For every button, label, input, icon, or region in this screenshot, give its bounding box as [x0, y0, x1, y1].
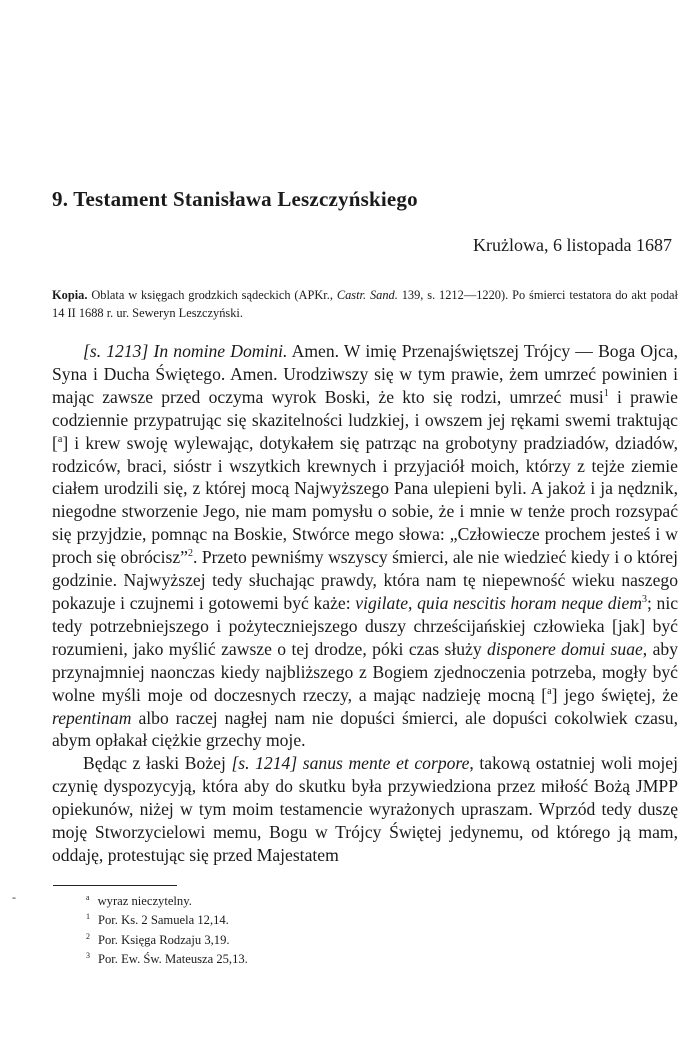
paragraph-1-text-h: albo raczej nagłej nam nie dopuści śmierci, ale dopuści cokolwiek czasu, abym opłakał ciężkie grzechy moje. — [52, 707, 678, 751]
page-ref-1213: [s. 1213] — [83, 341, 149, 361]
footnote-1 — [86, 911, 248, 930]
footnote-text: wyraz nieczytelny. — [97, 894, 192, 908]
paragraph-1-text-b: i prawie codziennie przypatrując się skazitelności ludzkiej, i owszem jej rękami swemi traktując [ — [52, 386, 678, 453]
source-text-1: Oblata w księgach grodzkich sądeckich (APKr., — [87, 288, 337, 302]
testament-text — [52, 340, 678, 867]
paragraph-1-text-d: . Przeto pewniśmy wszyscy śmierci, ale nie wiedzieć kiedy i o której godzinie. Najwyższej tedy słuchając prawdy, która nam tę niepewność wieku naszego pokazuje i czujnemi i gotowemi być każe: — [52, 547, 678, 613]
footnote-mark: 1 — [86, 912, 90, 922]
footnote-ref-1: 1 — [603, 387, 609, 399]
repentinam-word: repentinam — [52, 707, 132, 728]
sanus-phrase: sanus mente et corpore — [302, 753, 470, 774]
paragraph-2-text-b: , takową ostatniej woli mojej czynię dyspozycyją, która aby do skutku była przywiedziona przez miłość Bożą JMPP opiekunów, niżej w tym moim testamencie wyrażonych upraszam. Wprzód tedy duszę moję Stworzycielowi memu, Bogu w Trójcy Świętej jedynemu, od którego ją mam, oddaję, protestując się przed Majestatem — [52, 753, 678, 865]
disponere-phrase: disponere domui suae — [487, 638, 643, 659]
footnote-text: Por. Ew. Św. Mateusza 25,13. — [98, 951, 248, 966]
footnotes — [86, 892, 248, 969]
paragraph-2-text-a: Będąc z łaski Bożej — [83, 753, 232, 774]
source-note — [52, 286, 678, 322]
source-label: Kopia. — [52, 288, 88, 302]
footnote-text: Por. Księga Rodzaju 3,19. — [98, 932, 230, 947]
footnote-2 — [86, 931, 248, 950]
dateline: Krużlowa, 6 listopada 1687 — [473, 235, 672, 255]
footnote-mark: 3 — [86, 950, 90, 960]
page-ref-1214: [s. 1214] — [231, 753, 298, 774]
invocation: In nomine Domini. — [153, 341, 288, 361]
footnote-a — [86, 892, 248, 911]
archive-name: Castr. Sand. — [336, 288, 398, 302]
footnote-divider — [53, 885, 177, 886]
footnote-mark: 2 — [86, 931, 90, 941]
footnote-ref-a-2: a — [547, 685, 552, 697]
footnote-ref-2: 2 — [187, 548, 193, 560]
footnote-text: Por. Ks. 2 Samuela 12,14. — [98, 913, 229, 928]
vigilate-quote: vigilate, quia nescitis horam neque diem — [355, 592, 642, 613]
paragraph-1-text-c: ] i krew swoję wylewając, dotykałem się patrząc na grobotyny pradziadów, dziadów, rodziców, braci, sióstr i wszytkich krewnych i przyjaciół moich, którzy z tejże ziemie ciałem urodzili się, z której mocą Najwyższego Pana ulepieni byli. A jakoż i ja nędznik, niegodne stworzenie Jego, nie mam pomysłu o sobie, że i mnie w tenże proch rozsypać się przyjdzie, pomnąc na Boskie, Stwórce mego słowa: „Człowiecze prochem jesteś i w proch się obrócisz” — [52, 432, 678, 568]
paragraph-1 — [52, 340, 678, 752]
margin-mark: - — [12, 890, 16, 904]
footnote-mark: a — [86, 893, 90, 902]
paragraph-1-text-f: , aby przynajmniej naonczas kiedy najbliższego z Bogiem zjednoczenia potrzeba, mogły być wolne myśli moje od doczesnych rzeczy, a mając nadzieję mocną [ — [52, 638, 678, 705]
paragraph-1-text-a: Amen. W imię Przenajświętszej Trójcy — Boga Ojca, Syna i Ducha Świętego. Amen. Urodziwszy się w tym prawie, żem umrzeć powinien i mając zawsze przed oczyma wyrok Boski, że kto się rodzi, umrzeć musi — [52, 341, 678, 407]
source-text-2: 139, s. 1212—1220). Po śmierci testatora do akt podał 14 II 1688 r. ur. Seweryn Leszczyński. — [52, 288, 678, 320]
paragraph-1-text-e: ; nic tedy potrzebniejszego i pożyteczniejszego duszy chrześcijańskiej człowieka [jak] być rozumieni, jako myślić zawsze o tej drodze, póki czas służy — [52, 592, 679, 659]
document-title: 9. Testament Stanisława Leszczyńskiego — [52, 187, 418, 211]
footnote-ref-a: a — [57, 433, 63, 445]
paragraph-1-text-g: ] jego świętej, że — [551, 684, 678, 705]
footnote-ref-3: 3 — [641, 593, 647, 605]
footnote-3 — [86, 950, 248, 969]
paragraph-2 — [52, 752, 678, 867]
